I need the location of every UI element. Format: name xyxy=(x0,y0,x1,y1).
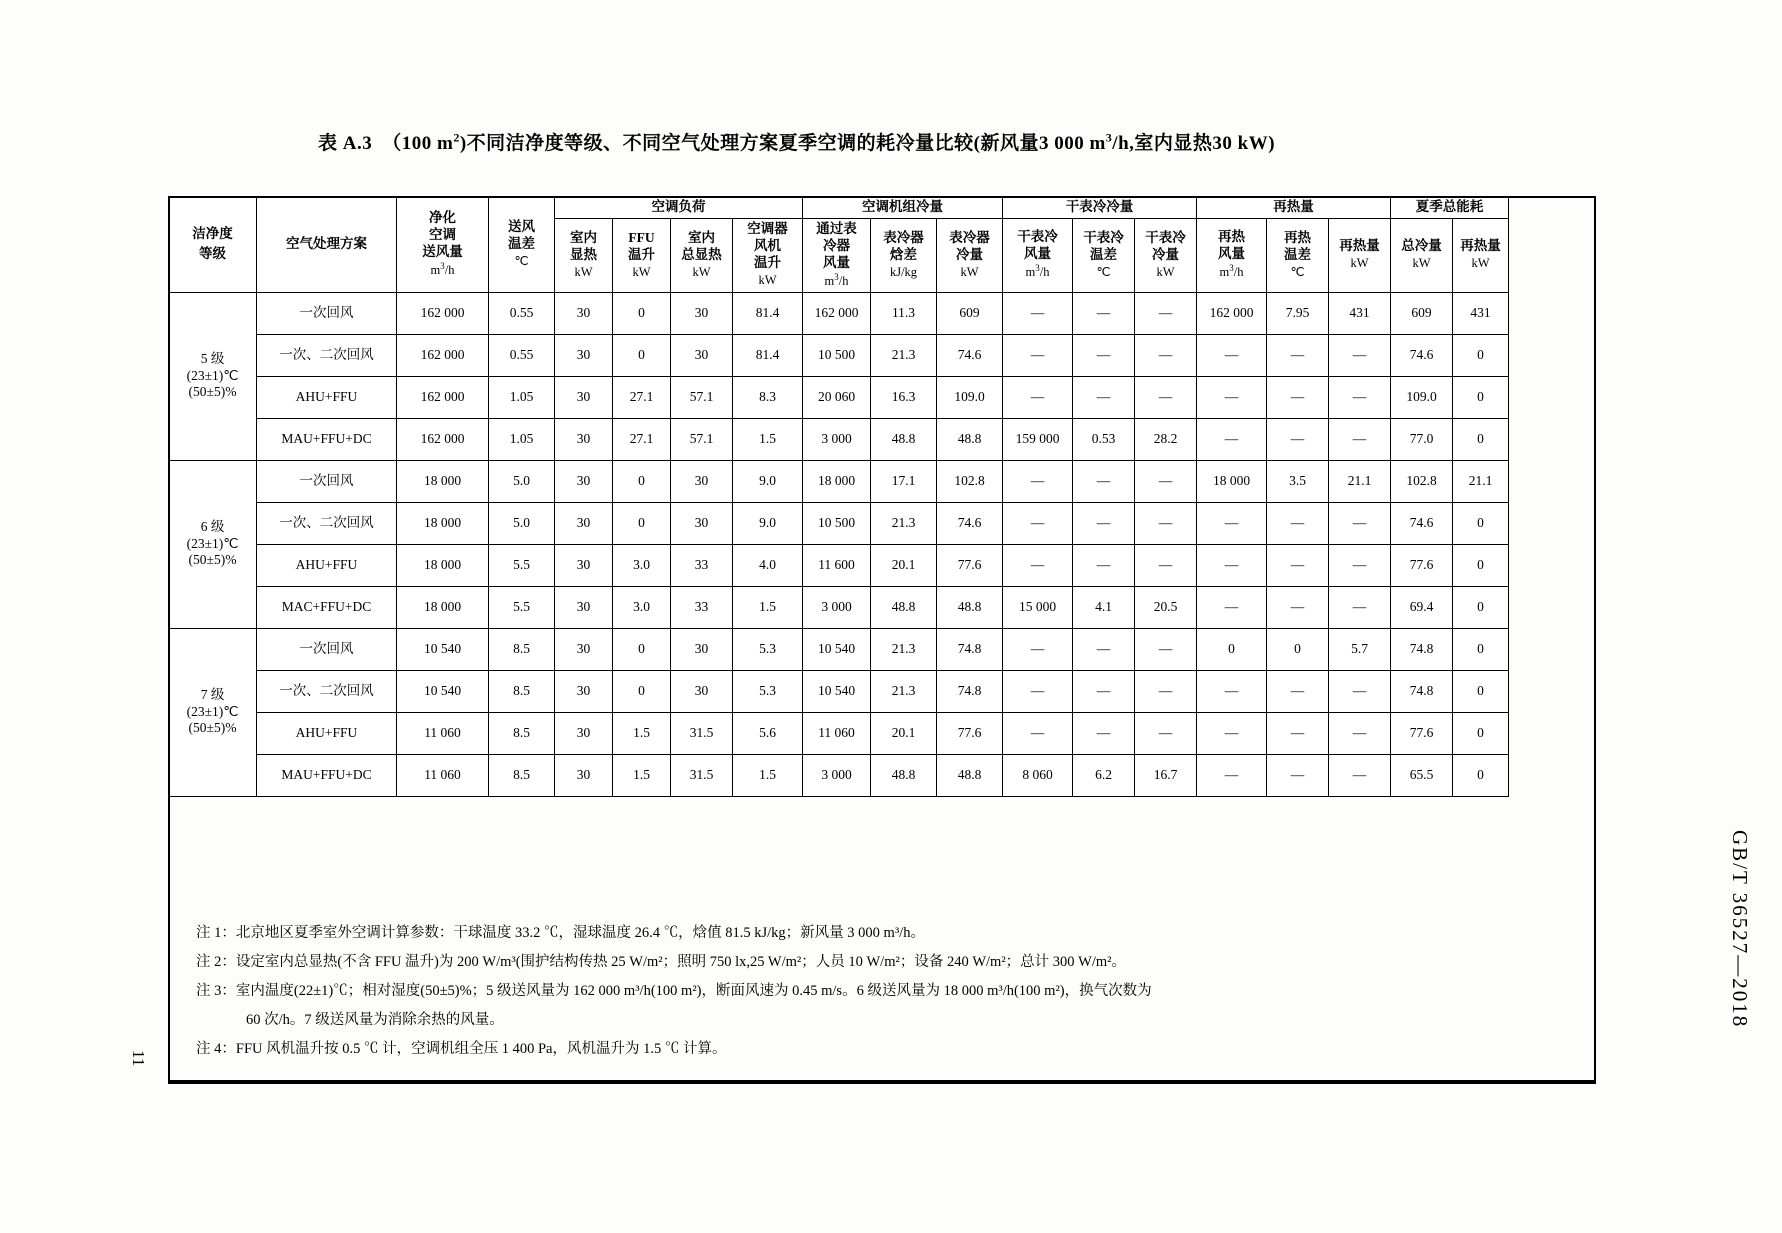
cell-value: — xyxy=(1003,460,1073,502)
cell-value: 11 600 xyxy=(803,544,871,586)
cell-value: 0 xyxy=(1453,334,1509,376)
table-row xyxy=(169,502,1509,544)
cell-value: 48.8 xyxy=(937,754,1003,796)
cell-value: 162 000 xyxy=(397,292,489,334)
class-5-line2: (23±1)℃ xyxy=(186,367,239,383)
table-row xyxy=(169,544,1509,586)
cell-value: 109.0 xyxy=(1391,376,1453,418)
title-sup-1: 2 xyxy=(453,130,460,145)
cell-value: 8 060 xyxy=(1003,754,1073,796)
cell-value: 162 000 xyxy=(397,376,489,418)
cell-value: — xyxy=(1135,292,1197,334)
header-row-groups xyxy=(169,197,1509,219)
cell-value: — xyxy=(1329,712,1391,754)
cell-value: 30 xyxy=(555,670,613,712)
cell-value: 1.5 xyxy=(613,712,671,754)
class-5-line1: 5 级 xyxy=(200,350,225,366)
cell-value: 30 xyxy=(555,586,613,628)
cell-value: 20 060 xyxy=(803,376,871,418)
cell-value: — xyxy=(1197,670,1267,712)
cell-value: — xyxy=(1197,334,1267,376)
cell-value: 102.8 xyxy=(937,460,1003,502)
cell-value: — xyxy=(1329,544,1391,586)
cell-value: 8.5 xyxy=(489,628,555,670)
note-2: 注 2：设定室内总显热(不含 FFU 温升)为 200 W/m³(围护结构传热 25 W/m²；照明 750 lx,25 W/m²；人员 10 W/m²；设备 240 W/m²；总计 300 W/m²。 xyxy=(196,954,1127,970)
cell-value: 0 xyxy=(1453,712,1509,754)
cell-value: — xyxy=(1003,628,1073,670)
cell-value: 1.5 xyxy=(733,418,803,460)
cell-value: — xyxy=(1135,334,1197,376)
cell-value: 27.1 xyxy=(613,418,671,460)
header-supply-temp-diff: 送风 温差 ℃ xyxy=(489,197,555,293)
cell-value: 48.8 xyxy=(871,586,937,628)
cell-value: 11 060 xyxy=(803,712,871,754)
cell-value: — xyxy=(1197,586,1267,628)
scheme-cell: 一次回风 xyxy=(257,628,397,670)
cell-value: 30 xyxy=(555,754,613,796)
cell-value: 18 000 xyxy=(397,460,489,502)
cell-value: — xyxy=(1267,586,1329,628)
cell-value: 30 xyxy=(555,292,613,334)
cell-value: 74.8 xyxy=(1391,628,1453,670)
cell-value: 74.6 xyxy=(1391,502,1453,544)
cell-value: 77.6 xyxy=(1391,544,1453,586)
header-group-ahu-cooling: 空调机组冷量 xyxy=(803,197,1003,219)
cell-value: 9.0 xyxy=(733,502,803,544)
cell-value: 33 xyxy=(671,586,733,628)
cell-value: — xyxy=(1003,544,1073,586)
cell-value: — xyxy=(1267,670,1329,712)
table-row xyxy=(169,460,1509,502)
class-6-line2: (23±1)℃ xyxy=(186,535,239,551)
header-dry-coil-temp-diff: 干表冷 温差 ℃ xyxy=(1073,218,1135,292)
scheme-cell: 一次、二次回风 xyxy=(257,502,397,544)
cell-value: 162 000 xyxy=(397,418,489,460)
cell-value: 5.3 xyxy=(733,670,803,712)
cell-value: 0 xyxy=(1453,754,1509,796)
cell-value: 0 xyxy=(1453,628,1509,670)
cell-value: 30 xyxy=(671,460,733,502)
cell-value: 57.1 xyxy=(671,418,733,460)
scheme-cell: 一次回风 xyxy=(257,460,397,502)
header-reheat-airflow: 再热 风量 $m^3/h$ xyxy=(1197,218,1267,292)
cell-value: 159 000 xyxy=(1003,418,1073,460)
cell-value: — xyxy=(1197,376,1267,418)
cell-value: 10 500 xyxy=(803,502,871,544)
cell-value: 31.5 xyxy=(671,712,733,754)
cell-value: 18 000 xyxy=(397,544,489,586)
cell-value: 4.0 xyxy=(733,544,803,586)
cell-value: 162 000 xyxy=(803,292,871,334)
cell-value: — xyxy=(1267,544,1329,586)
cell-value: 0 xyxy=(1267,628,1329,670)
cell-value: 77.6 xyxy=(937,712,1003,754)
cell-value: — xyxy=(1073,502,1135,544)
scheme-cell: MAC+FFU+DC xyxy=(257,586,397,628)
cell-value: 27.1 xyxy=(613,376,671,418)
header-coil-airflow: 通过表 冷器 风量 $m^3/h$ xyxy=(803,218,871,292)
cell-value: 20.1 xyxy=(871,712,937,754)
cell-value: — xyxy=(1197,754,1267,796)
cell-value: 0 xyxy=(1453,544,1509,586)
cell-value: 609 xyxy=(937,292,1003,334)
cell-value: 30 xyxy=(555,376,613,418)
cell-value: 1.05 xyxy=(489,376,555,418)
cell-value: — xyxy=(1197,418,1267,460)
cell-value: 0.55 xyxy=(489,334,555,376)
title-sup-2: 3 xyxy=(1105,130,1113,145)
cell-value: — xyxy=(1197,712,1267,754)
header-total-reheat: 再热量 kW xyxy=(1453,218,1509,292)
cell-value: — xyxy=(1329,586,1391,628)
cell-value: — xyxy=(1329,334,1391,376)
cell-value: 21.3 xyxy=(871,628,937,670)
cell-value: 77.6 xyxy=(1391,712,1453,754)
cell-value: 74.6 xyxy=(937,502,1003,544)
cell-value: 102.8 xyxy=(1391,460,1453,502)
table-row xyxy=(169,376,1509,418)
cell-value: 16.7 xyxy=(1135,754,1197,796)
cell-value: — xyxy=(1073,712,1135,754)
cell-value: — xyxy=(1267,376,1329,418)
cell-value: 11 060 xyxy=(397,712,489,754)
header-total-cooling: 总冷量 kW xyxy=(1391,218,1453,292)
cell-value: 5.5 xyxy=(489,544,555,586)
cell-value: 0 xyxy=(613,334,671,376)
cell-value: 57.1 xyxy=(671,376,733,418)
cell-value: 0 xyxy=(613,670,671,712)
cell-value: 3 000 xyxy=(803,586,871,628)
cell-value: 48.8 xyxy=(937,418,1003,460)
cell-value: 0 xyxy=(1453,418,1509,460)
title-text-part3: /h,室内显热30 kW) xyxy=(1112,133,1276,154)
cell-value: 48.8 xyxy=(871,418,937,460)
cell-value: — xyxy=(1267,418,1329,460)
cell-value: 74.6 xyxy=(1391,334,1453,376)
cell-value: 8.3 xyxy=(733,376,803,418)
header-supply-air-volume: 净化 空调 送风量 $m^3/h$ xyxy=(397,197,489,293)
cell-value: 5.0 xyxy=(489,502,555,544)
cell-value: 48.8 xyxy=(871,754,937,796)
cell-value: 21.3 xyxy=(871,670,937,712)
scheme-cell: MAU+FFU+DC xyxy=(257,754,397,796)
cell-value: 0 xyxy=(1453,670,1509,712)
cell-value: — xyxy=(1073,334,1135,376)
header-dry-coil-airflow: 干表冷 风量 $m^3/h$ xyxy=(1003,218,1073,292)
header-group-total-energy: 夏季总能耗 xyxy=(1391,197,1509,219)
cell-value: — xyxy=(1329,376,1391,418)
cell-value: 162 000 xyxy=(397,334,489,376)
cell-value: 1.5 xyxy=(733,754,803,796)
cell-value: — xyxy=(1329,418,1391,460)
cell-value: — xyxy=(1003,712,1073,754)
scheme-cell: AHU+FFU xyxy=(257,712,397,754)
note-1: 注 1：北京地区夏季室外空调计算参数：干球温度 33.2 ℃，湿球温度 26.4 ℃，焓值 81.5 kJ/kg；新风量 3 000 m³/h。 xyxy=(196,925,925,941)
header-reheat-amount: 再热量 kW xyxy=(1329,218,1391,292)
cell-value: 15 000 xyxy=(1003,586,1073,628)
cell-value: 17.1 xyxy=(871,460,937,502)
cell-value: 16.3 xyxy=(871,376,937,418)
page-number: 11 xyxy=(129,1050,148,1067)
header-coil-enthalpy-diff: 表冷器 焓差 kJ/kg xyxy=(871,218,937,292)
cell-value: 5.5 xyxy=(489,586,555,628)
scheme-cell: 一次、二次回风 xyxy=(257,334,397,376)
title-text-part2: )不同洁净度等级、不同空气处理方案夏季空调的耗冷量比较(新风量3 000 m xyxy=(459,133,1106,154)
cell-value: 10 540 xyxy=(397,670,489,712)
scheme-cell: 一次回风 xyxy=(257,292,397,334)
cell-value: 0 xyxy=(613,502,671,544)
cell-value: 1.05 xyxy=(489,418,555,460)
cell-value: 28.2 xyxy=(1135,418,1197,460)
cell-value: — xyxy=(1135,670,1197,712)
cell-value: 81.4 xyxy=(733,334,803,376)
cell-value: 0 xyxy=(1197,628,1267,670)
standard-number: GB/T 36527—2018 xyxy=(1728,830,1752,1029)
cell-value: 431 xyxy=(1329,292,1391,334)
cell-value: 10 540 xyxy=(803,628,871,670)
cell-value: — xyxy=(1073,670,1135,712)
header-group-ac-load: 空调负荷 xyxy=(555,197,803,219)
cell-value: 31.5 xyxy=(671,754,733,796)
cell-value: — xyxy=(1003,502,1073,544)
cell-value: 10 540 xyxy=(397,628,489,670)
table-row xyxy=(169,628,1509,670)
cell-value: 6.2 xyxy=(1073,754,1135,796)
scheme-cell: AHU+FFU xyxy=(257,544,397,586)
header-dry-coil-cooling: 干表冷 冷量 kW xyxy=(1135,218,1197,292)
cell-value: — xyxy=(1003,670,1073,712)
cell-value: 65.5 xyxy=(1391,754,1453,796)
cell-value: 8.5 xyxy=(489,670,555,712)
cell-value: 48.8 xyxy=(937,586,1003,628)
cell-value: 3 000 xyxy=(803,754,871,796)
cell-value: — xyxy=(1135,376,1197,418)
class-7-line1: 7 级 xyxy=(200,686,225,702)
cell-value: 21.1 xyxy=(1329,460,1391,502)
cell-value: 431 xyxy=(1453,292,1509,334)
cell-value: 5.3 xyxy=(733,628,803,670)
cell-value: 10 540 xyxy=(803,670,871,712)
class-cell-7 xyxy=(169,628,257,796)
cell-value: 0 xyxy=(1453,586,1509,628)
cell-value: 4.1 xyxy=(1073,586,1135,628)
class-cell-5 xyxy=(169,292,257,460)
cell-value: — xyxy=(1329,502,1391,544)
header-indoor-sensible-heat: 室内 显热 kW xyxy=(555,218,613,292)
cell-value: — xyxy=(1197,502,1267,544)
cell-value: 20.1 xyxy=(871,544,937,586)
table-row xyxy=(169,418,1509,460)
cell-value: 21.3 xyxy=(871,334,937,376)
cell-value: 109.0 xyxy=(937,376,1003,418)
cell-value: 11 060 xyxy=(397,754,489,796)
cell-value: 5.7 xyxy=(1329,628,1391,670)
cell-value: 18 000 xyxy=(1197,460,1267,502)
header-coil-cooling: 表冷器 冷量 kW xyxy=(937,218,1003,292)
cell-value: 30 xyxy=(555,628,613,670)
cell-value: 7.95 xyxy=(1267,292,1329,334)
class-7-line3: (50±5)% xyxy=(188,720,237,736)
cell-value: 3.0 xyxy=(613,544,671,586)
note-3-cont: 60 次/h。7 级送风量为消除余热的风量。 xyxy=(246,1012,504,1028)
cell-value: 0 xyxy=(1453,376,1509,418)
cell-value: 18 000 xyxy=(397,502,489,544)
cell-value: 0 xyxy=(1453,502,1509,544)
class-6-line3: (50±5)% xyxy=(188,552,237,568)
cell-value: 1.5 xyxy=(613,754,671,796)
cell-value: — xyxy=(1073,460,1135,502)
cell-value: 30 xyxy=(671,502,733,544)
cell-value: — xyxy=(1267,502,1329,544)
cell-value: 30 xyxy=(671,670,733,712)
header-indoor-total-sensible: 室内 总显热 kW xyxy=(671,218,733,292)
cell-value: 74.8 xyxy=(1391,670,1453,712)
cell-value: — xyxy=(1267,334,1329,376)
cell-value: 30 xyxy=(671,292,733,334)
cell-value: — xyxy=(1135,460,1197,502)
cell-value: — xyxy=(1073,628,1135,670)
cell-value: — xyxy=(1073,376,1135,418)
cell-value: 0 xyxy=(613,460,671,502)
cell-value: — xyxy=(1135,712,1197,754)
cell-value: 0.53 xyxy=(1073,418,1135,460)
table-row xyxy=(169,712,1509,754)
cell-value: 10 500 xyxy=(803,334,871,376)
header-reheat-temp-diff: 再热 温差 ℃ xyxy=(1267,218,1329,292)
cell-value: 33 xyxy=(671,544,733,586)
cell-value: 74.8 xyxy=(937,670,1003,712)
cell-value: 30 xyxy=(555,334,613,376)
cell-value: 3.5 xyxy=(1267,460,1329,502)
cell-value: — xyxy=(1329,754,1391,796)
class-5-line3: (50±5)% xyxy=(188,384,237,400)
table-row xyxy=(169,670,1509,712)
class-6-line1: 6 级 xyxy=(200,518,225,534)
cell-value: 1.5 xyxy=(733,586,803,628)
cell-value: 30 xyxy=(555,502,613,544)
scheme-cell: MAU+FFU+DC xyxy=(257,418,397,460)
cell-value: 74.6 xyxy=(937,334,1003,376)
cell-value: — xyxy=(1003,334,1073,376)
cell-value: — xyxy=(1135,628,1197,670)
cell-value: 5.6 xyxy=(733,712,803,754)
cell-value: — xyxy=(1267,754,1329,796)
cell-value: 69.4 xyxy=(1391,586,1453,628)
cell-value: 0 xyxy=(613,292,671,334)
header-group-dry-coil: 干表冷冷量 xyxy=(1003,197,1197,219)
cell-value: — xyxy=(1329,670,1391,712)
cell-value: 30 xyxy=(555,544,613,586)
header-ac-fan-temp-rise: 空调器 风机 温升 kW xyxy=(733,218,803,292)
cell-value: 30 xyxy=(671,334,733,376)
note-4: 注 4：FFU 风机温升按 0.5 ℃ 计，空调机组全压 1 400 Pa，风机温升为 1.5 ℃ 计算。 xyxy=(196,1041,727,1057)
cell-value: — xyxy=(1073,292,1135,334)
cell-value: 3.0 xyxy=(613,586,671,628)
cell-value: 8.5 xyxy=(489,754,555,796)
note-3: 注 3：室内温度(22±1)℃；相对湿度(50±5)%；5 级送风量为 162 000 m³/h(100 m²)，断面风速为 0.45 m/s。6 级送风量为 18 000 m³/h(100 m²)，换气次数为 xyxy=(196,983,1152,999)
cell-value: — xyxy=(1135,502,1197,544)
cell-value: 3 000 xyxy=(803,418,871,460)
cell-value: 77.6 xyxy=(937,544,1003,586)
cell-value: 30 xyxy=(671,628,733,670)
cell-value: 21.1 xyxy=(1453,460,1509,502)
cell-value: 8.5 xyxy=(489,712,555,754)
cell-value: 74.8 xyxy=(937,628,1003,670)
comparison-table xyxy=(168,196,1509,797)
scheme-cell: 一次、二次回风 xyxy=(257,670,397,712)
cell-value: 0.55 xyxy=(489,292,555,334)
cell-value: 162 000 xyxy=(1197,292,1267,334)
header-ffu-temp-rise: FFU 温升 kW xyxy=(613,218,671,292)
header-cleanliness-class: 洁净度 等级 xyxy=(169,197,257,293)
cell-value: 81.4 xyxy=(733,292,803,334)
table-row xyxy=(169,292,1509,334)
class-7-line2: (23±1)℃ xyxy=(186,703,239,719)
cell-value: — xyxy=(1003,376,1073,418)
cell-value: 5.0 xyxy=(489,460,555,502)
cell-value: 0 xyxy=(613,628,671,670)
cell-value: — xyxy=(1073,544,1135,586)
cell-value: 609 xyxy=(1391,292,1453,334)
table-row xyxy=(169,586,1509,628)
cell-value: 30 xyxy=(555,460,613,502)
cell-value: 18 000 xyxy=(397,586,489,628)
cell-value: 30 xyxy=(555,712,613,754)
cell-value: — xyxy=(1003,292,1073,334)
cell-value: 77.0 xyxy=(1391,418,1453,460)
cell-value: 11.3 xyxy=(871,292,937,334)
cell-value: 9.0 xyxy=(733,460,803,502)
cell-value: 30 xyxy=(555,418,613,460)
cell-value: 18 000 xyxy=(803,460,871,502)
cell-value: 20.5 xyxy=(1135,586,1197,628)
cell-value: — xyxy=(1135,544,1197,586)
class-cell-6 xyxy=(169,460,257,628)
cell-value: — xyxy=(1267,712,1329,754)
table-row xyxy=(169,334,1509,376)
table-notes xyxy=(168,905,1596,1082)
title-text-part1: 表 A.3 （100 m xyxy=(318,133,454,154)
header-air-scheme: 空气处理方案 xyxy=(257,197,397,293)
table-title xyxy=(318,128,1618,155)
cell-value: 21.3 xyxy=(871,502,937,544)
scheme-cell: AHU+FFU xyxy=(257,376,397,418)
cell-value: — xyxy=(1197,544,1267,586)
table-row xyxy=(169,754,1509,796)
header-group-reheat: 再热量 xyxy=(1197,197,1391,219)
